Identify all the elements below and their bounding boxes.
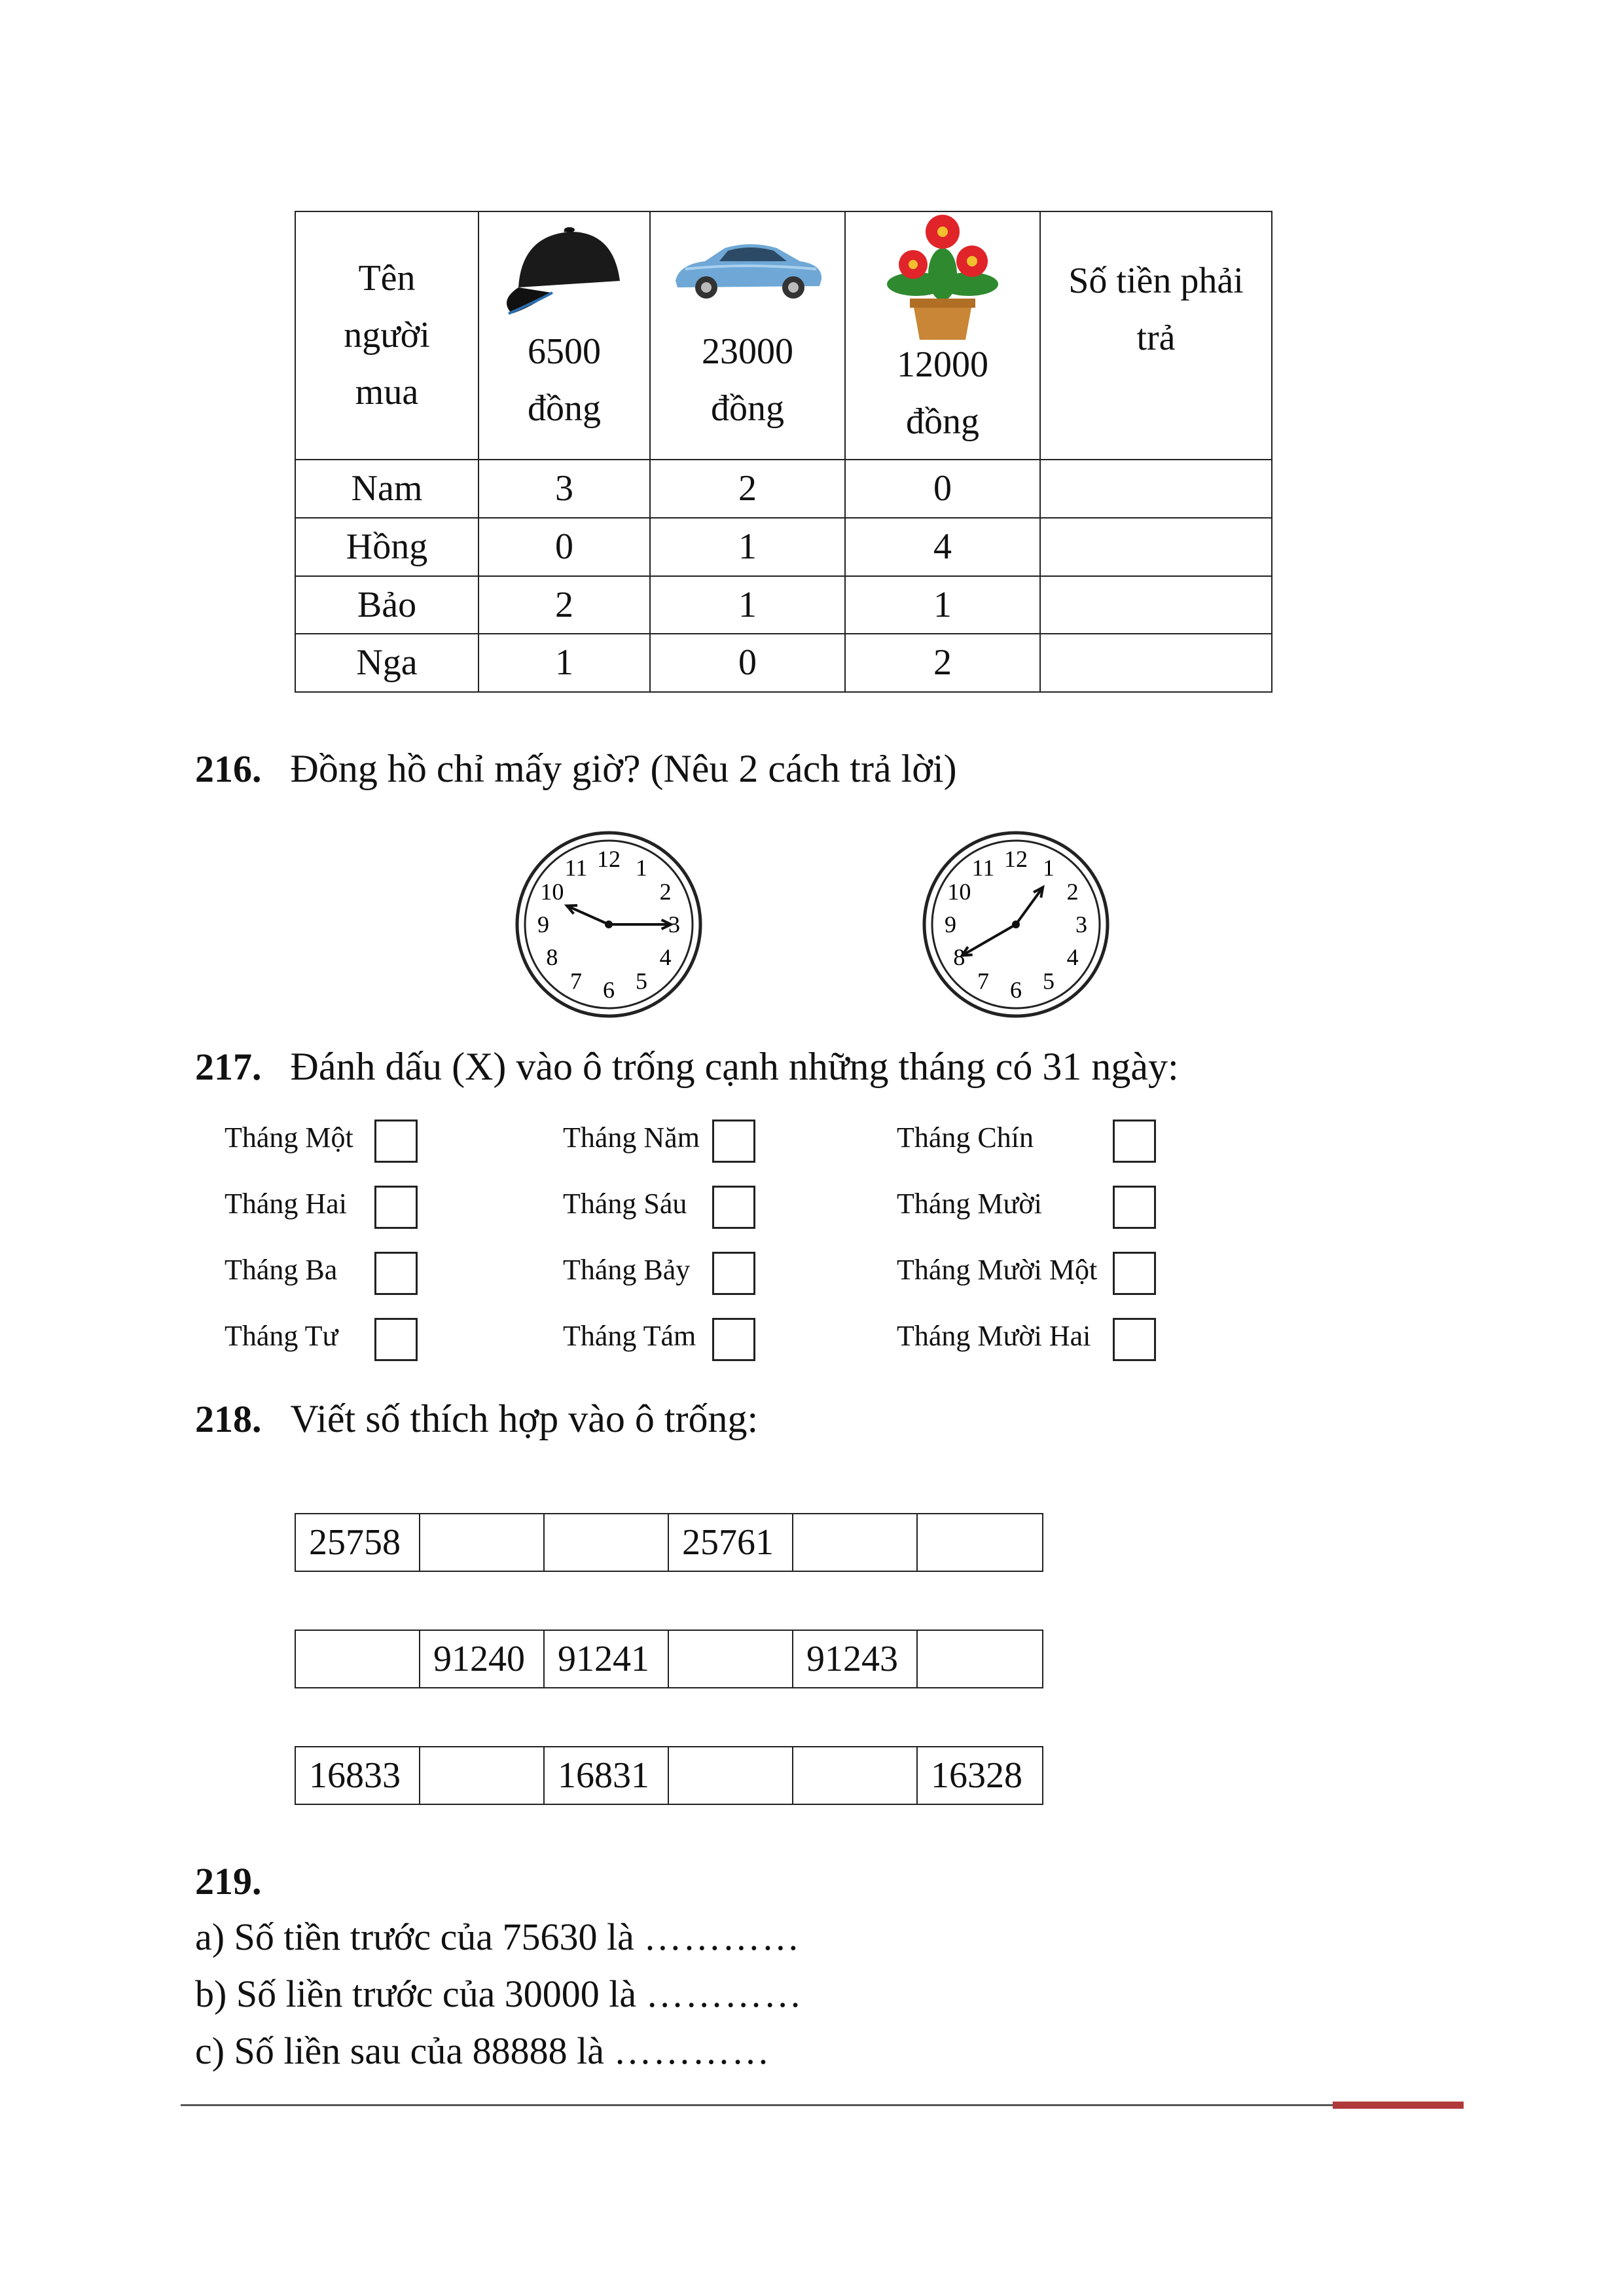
blank-cell[interactable] [420,1747,545,1804]
checkbox[interactable] [712,1252,755,1295]
clock-numeral: 12 [1004,846,1028,872]
clock-numeral: 8 [953,944,965,970]
item-header-cap [478,211,650,460]
question-number: 219. [195,1860,262,1903]
blank-cell[interactable] [918,1514,1042,1571]
month-label: Tháng Tám [563,1320,696,1352]
checkbox[interactable] [1113,1186,1156,1229]
clock-numeral: 3 [668,911,680,938]
clock-numeral: 7 [570,968,582,994]
price-car: 23000 đồng [702,331,793,429]
clock-numeral: 3 [1075,911,1087,938]
price-flower: 12000 đồng [897,344,988,442]
answer-text: a) Số tiền trước của 75630 là [195,1916,634,1958]
clock-numeral: 8 [546,944,558,970]
blank-cell[interactable] [296,1631,420,1687]
price-table [295,211,1272,693]
hour-hand [567,906,609,924]
checkbox[interactable] [712,1186,755,1229]
question-text: Đồng hồ chỉ mấy giờ? (Nêu 2 cách trả lời) [290,747,957,790]
month-label: Tháng Sáu [563,1188,687,1220]
answer-text: c) Số liền sau của 88888 là [195,2030,604,2072]
number-cell: 16328 [931,1755,1022,1796]
clock-numeral: 4 [1066,944,1079,970]
buyer-name: Nga [295,634,478,692]
question-number: 217. [195,1046,262,1088]
qty-cell: 2 [845,634,1040,692]
buyer-name: Bảo [295,576,478,634]
qty-cell: 0 [845,460,1040,518]
clock-numeral: 10 [540,879,564,905]
blank-cell[interactable] [669,1747,793,1804]
item-header-flower [845,211,1040,460]
footer-rule [181,2104,1464,2106]
clock-numeral: 1 [1043,854,1055,881]
blank-cell[interactable] [793,1514,918,1571]
clock-numeral: 5 [636,968,647,994]
clock-numeral: 7 [977,968,989,994]
clock-numeral: 6 [603,977,615,1003]
number-cell: 91240 [420,1631,545,1687]
checkbox[interactable] [712,1120,755,1163]
month-label: Tháng Tư [225,1320,338,1352]
number-row [295,1746,1043,1805]
blank-cell[interactable] [918,1631,1042,1687]
month-label: Tháng Ba [225,1254,338,1286]
month-label: Tháng Một [225,1121,353,1154]
checkbox[interactable] [712,1318,755,1361]
total-cell[interactable] [1040,460,1272,518]
answer-text: b) Số liền trước của 30000 là [195,1973,637,2015]
footer-accent [1333,2102,1464,2109]
clock-numeral: 5 [1043,968,1055,994]
buyer-header [295,211,478,460]
question-number: 216. [195,748,262,790]
checkbox[interactable] [374,1120,418,1163]
blank-cell[interactable] [545,1514,669,1571]
blank-cell[interactable] [420,1514,545,1571]
number-cell: 25758 [296,1514,420,1571]
car-icon [666,228,829,307]
number-cell: 16833 [296,1747,420,1804]
buyer-name: Nam [295,460,478,518]
clock-numeral: 2 [659,879,672,905]
number-row [295,1630,1043,1688]
clock-1 [511,826,707,1023]
number-cell: 91243 [793,1631,918,1687]
question-text: Đánh dấu (X) vào ô trống cạnh những tháng có 31 ngày: [290,1045,1179,1088]
checkbox[interactable] [1113,1252,1156,1295]
answer-line-a [195,1915,801,1959]
number-cell: 16831 [545,1747,669,1804]
qty-cell: 4 [845,518,1040,576]
question-217 [195,1044,1179,1089]
total-cell[interactable] [1040,634,1272,692]
hour-hand [1016,887,1043,924]
qty-cell: 1 [650,518,845,576]
month-label: Tháng Mười Hai [897,1320,1091,1352]
qty-cell: 2 [478,576,650,634]
blank-cell[interactable] [669,1631,793,1687]
question-216 [195,746,957,792]
total-header [1040,211,1272,460]
clock-numeral: 6 [1010,977,1022,1003]
buyer-header-label: Tên người mua [344,258,430,412]
question-number: 218. [195,1398,262,1440]
qty-cell: 2 [650,460,845,518]
month-label: Tháng Hai [225,1188,347,1220]
number-cell: 25761 [669,1514,793,1571]
buyer-name: Hồng [295,518,478,576]
minute-hand [962,924,1016,956]
blank-cell[interactable] [793,1747,918,1804]
table-row [295,576,1272,634]
clock-numeral: 2 [1066,879,1079,905]
qty-cell: 1 [845,576,1040,634]
month-label: Tháng Mười [897,1188,1042,1220]
clock-numeral: 11 [971,854,995,881]
qty-cell: 0 [478,518,650,576]
item-header-car [650,211,845,460]
total-header-label: Số tiền phải trả [1068,260,1244,358]
clock-numeral: 4 [659,944,672,970]
checkbox[interactable] [1113,1120,1156,1163]
clock-2 [918,826,1114,1023]
checkbox[interactable] [374,1318,418,1361]
total-cell[interactable] [1040,576,1272,634]
question-218 [195,1396,758,1442]
checkbox[interactable] [374,1252,418,1295]
month-label: Tháng Chín [897,1121,1034,1154]
answer-blank[interactable]: ………… [643,1916,801,1958]
answer-blank[interactable]: ………… [613,2030,771,2072]
qty-cell: 3 [478,460,650,518]
checkbox[interactable] [1113,1318,1156,1361]
table-row [295,518,1272,576]
clock-numeral: 9 [945,911,956,938]
qty-cell: 1 [650,576,845,634]
number-row [295,1513,1043,1572]
clock-numeral: 11 [564,854,588,881]
month-label: Tháng Bảy [563,1254,691,1286]
answer-line-c [195,2029,770,2073]
clock-numeral: 9 [537,911,549,938]
question-text: Viết số thích hợp vào ô trống: [290,1397,759,1440]
month-label: Tháng Mười Một [897,1254,1098,1286]
cap-icon [492,215,636,320]
table-row [295,460,1272,518]
answer-blank[interactable]: ………… [645,1973,803,2015]
checkbox[interactable] [374,1186,418,1229]
clock-numeral: 1 [636,854,647,881]
month-label: Tháng Năm [563,1121,700,1154]
answer-line-b [195,1972,803,2016]
flower-pot-icon [877,212,1008,343]
qty-cell: 0 [650,634,845,692]
table-row [295,634,1272,692]
number-cell: 91241 [545,1631,669,1687]
total-cell[interactable] [1040,518,1272,576]
clock-numeral: 12 [597,846,621,872]
price-cap: 6500 đồng [528,331,601,429]
qty-cell: 1 [478,634,650,692]
clock-numeral: 10 [947,879,971,905]
